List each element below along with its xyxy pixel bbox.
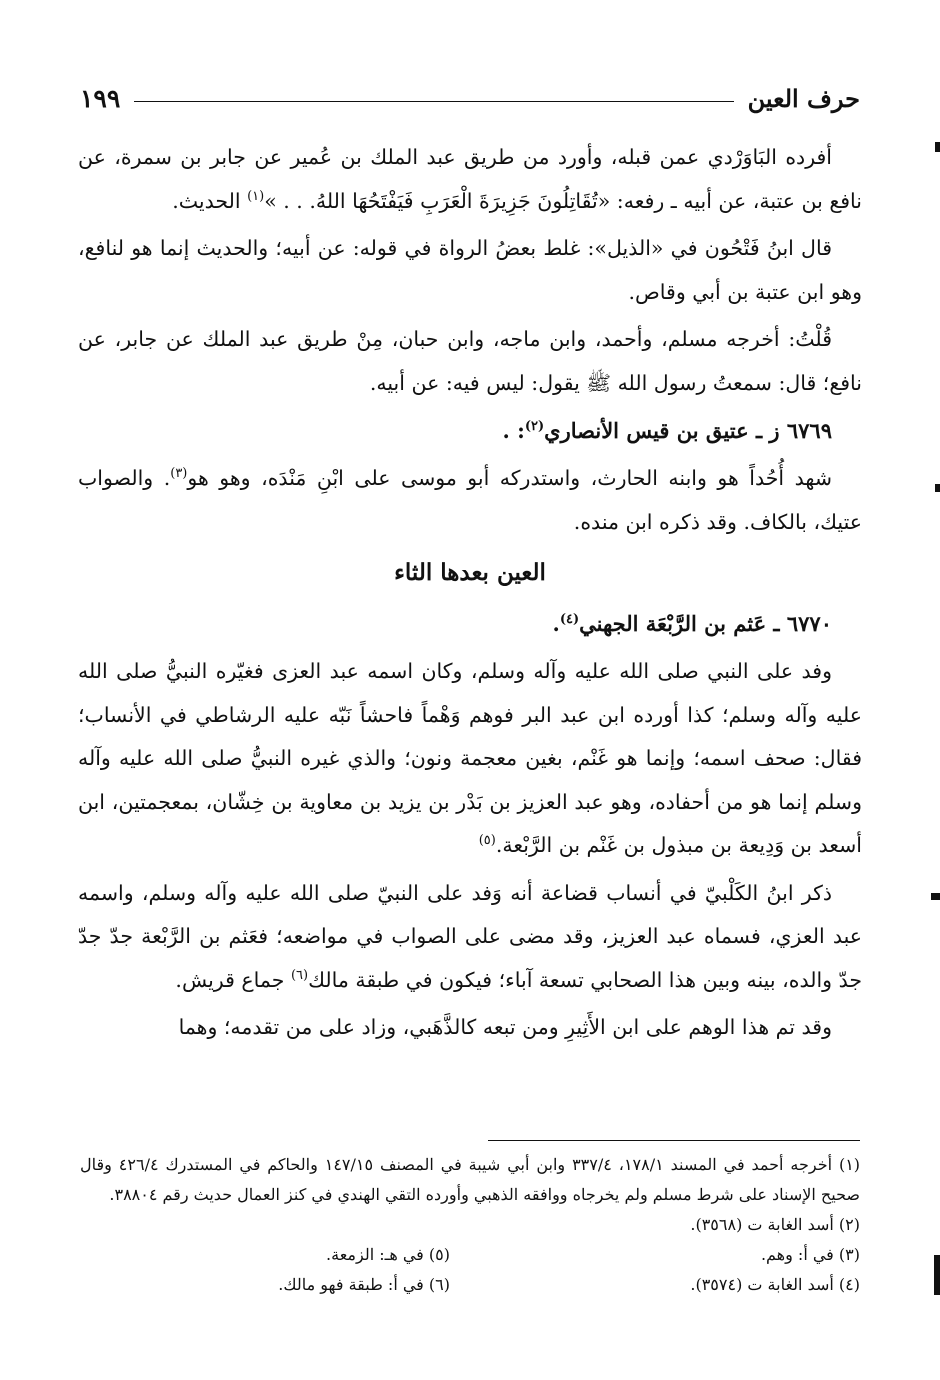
scan-edge-mark — [935, 142, 940, 152]
paragraph-text: الحديث. — [172, 188, 248, 213]
footnote-ref: (١) — [247, 188, 265, 204]
footnote-ref: (٥) — [478, 833, 496, 849]
footnote: (٣) في أ: وهم. — [760, 1245, 860, 1264]
footnote-ref: (٢) — [524, 419, 545, 434]
paragraph — [78, 872, 862, 1003]
scan-edge-mark — [934, 1255, 940, 1295]
entry-heading — [78, 602, 862, 646]
chapter-title: حرف العين — [747, 83, 860, 113]
footnote: (١) أخرجه أحمد في المسند ١٧٨/١، ٣٣٧/٤ وابن أبي شيبة في المصنف ١٤٧/١٥ والحاكم في المستدرك ٤٢٦/٤ وقال صحيح الإسناد على شرط مسلم ولم يخرجاه ووافقه الذهبي وأورده التقي الهندي في كنز العمال حديث رقم ٣٨٨٠٤. — [80, 1155, 861, 1204]
paragraph-text: شهد أُحُداً هو وابنه الحارث، واستدركه أبو موسى على ابْنِ مَنْدَه، وهو هو — [187, 466, 832, 490]
paragraph: قُلْتُ: أخرجه مسلم، وأحمد، وابن ماجه، وابن حبان، مِنْ طريق عبد الملك عن جابر، عن نافع؛ قال: سمعتُ رسول الله ﷺ يقول: ليس فيه: عن أبيه. — [78, 327, 862, 395]
paragraph — [78, 136, 862, 223]
footnote: (٥) في هـ: الزمعة. — [326, 1245, 450, 1264]
footnote-rule — [488, 1140, 860, 1141]
footnote-column-left — [80, 1210, 490, 1300]
section-title: العين بعدها الثاء — [394, 559, 546, 586]
paragraph — [78, 457, 862, 544]
paragraph-text: جماع قريش. — [175, 967, 291, 992]
entry-title: ٦٧٦٩ ز ـ عتيق بن قيس الأنصاري — [544, 418, 832, 443]
footnote-column-right — [490, 1210, 860, 1300]
footnote-ref: (٣) — [170, 466, 188, 482]
header-rule — [134, 101, 733, 102]
main-text — [78, 136, 862, 1054]
paragraph — [78, 650, 862, 868]
paragraph-text: . والصواب عتيك، بالكاف. وقد ذكره ابن منده. — [78, 466, 862, 534]
page-number: ١٩٩ — [80, 83, 121, 113]
footnote: (٤) أسد الغابة ت (٣٥٧٤). — [690, 1275, 860, 1294]
paragraph-text: وفد على النبي صلى الله عليه وآله وسلم، وكان اسمه عبد العزى فغيّره النبيُّ صلى الله عليه وآله وسلم؛ كذا أورده ابن عبد البر فوهم وَهْماً فاحشاً نَبّه عليه الرشاطي في الأنساب؛ فقال: صحف اسمه؛ وإنما هو غَنْم، بغين معجمة ونون؛ والذي غيره النبيُّ صلى الله عليه وآله وسلم إنما هو من أحفاده، وهو عبد العزيز بن بَدْر بن يزيد بن معاوية بن خِشّان، بمعجمتين، ابن أسعد بن وَدِيعة بن مبذول بن غَنْم بن الرَّبْعة. — [78, 659, 862, 857]
footnote: (٢) أسد الغابة ت (٣٥٦٨). — [690, 1215, 860, 1234]
footnote — [80, 1210, 450, 1240]
footnote-columns — [80, 1210, 860, 1300]
scan-edge-mark — [931, 893, 940, 900]
footnote-ref: (٦) — [290, 967, 309, 983]
scan-edge-mark — [935, 484, 940, 492]
paragraph-text: ذكر ابنُ الكَلْبيّ في أنساب قضاعة أنه وَفد على النبيّ صلى الله عليه وآله وسلم، واسمه عبد العزي، فسماه عبد العزيز، وقد مضى على الصواب في مواضعه؛ فعَثم بن الرَّبْعة جدّ جدّ جدّ والده، بينه وبين هذا الصحابي تسعة آباء؛ فيكون في طبقة مالك — [78, 880, 862, 992]
paragraph-text: أفرده البَاوَرْدي عمن قبله، وأورد من طريق عبد الملك بن عُمير عن جابر بن سمرة، عن نافع بن عتبة، عن أبيه ـ رفعه: «تُقَاتِلُونَ جَزِيرَةَ الْعَرَبِ فَيَفْتَحُهَا اللهُ. . . » — [78, 145, 862, 213]
entry-title: ٦٧٧٠ ـ عَثم بن الرَّبْعَة الجهني — [579, 611, 832, 636]
footnote: (٦) في أ: طبقة فهو مالك. — [278, 1275, 450, 1294]
entry-title: : . — [502, 418, 525, 443]
paragraph: قال ابنُ فَتْحُون في «الذيل»: غلط بعضُ الرواة في قوله: عن أبيه؛ والحديث إنما هو لنافع، وهو ابن عتبة بن أبي وقاص. — [78, 236, 862, 304]
running-header — [80, 80, 860, 116]
paragraph: وقد تم هذا الوهم على ابن الأَثِيرِ ومن تبعه كالذَّهَبي، وزاد على من تقدمه؛ وهما — [178, 1015, 832, 1039]
footnote-ref: (٤) — [559, 612, 580, 627]
entry-heading — [78, 409, 862, 453]
footnotes — [80, 1150, 860, 1300]
entry-title: . — [552, 611, 560, 636]
